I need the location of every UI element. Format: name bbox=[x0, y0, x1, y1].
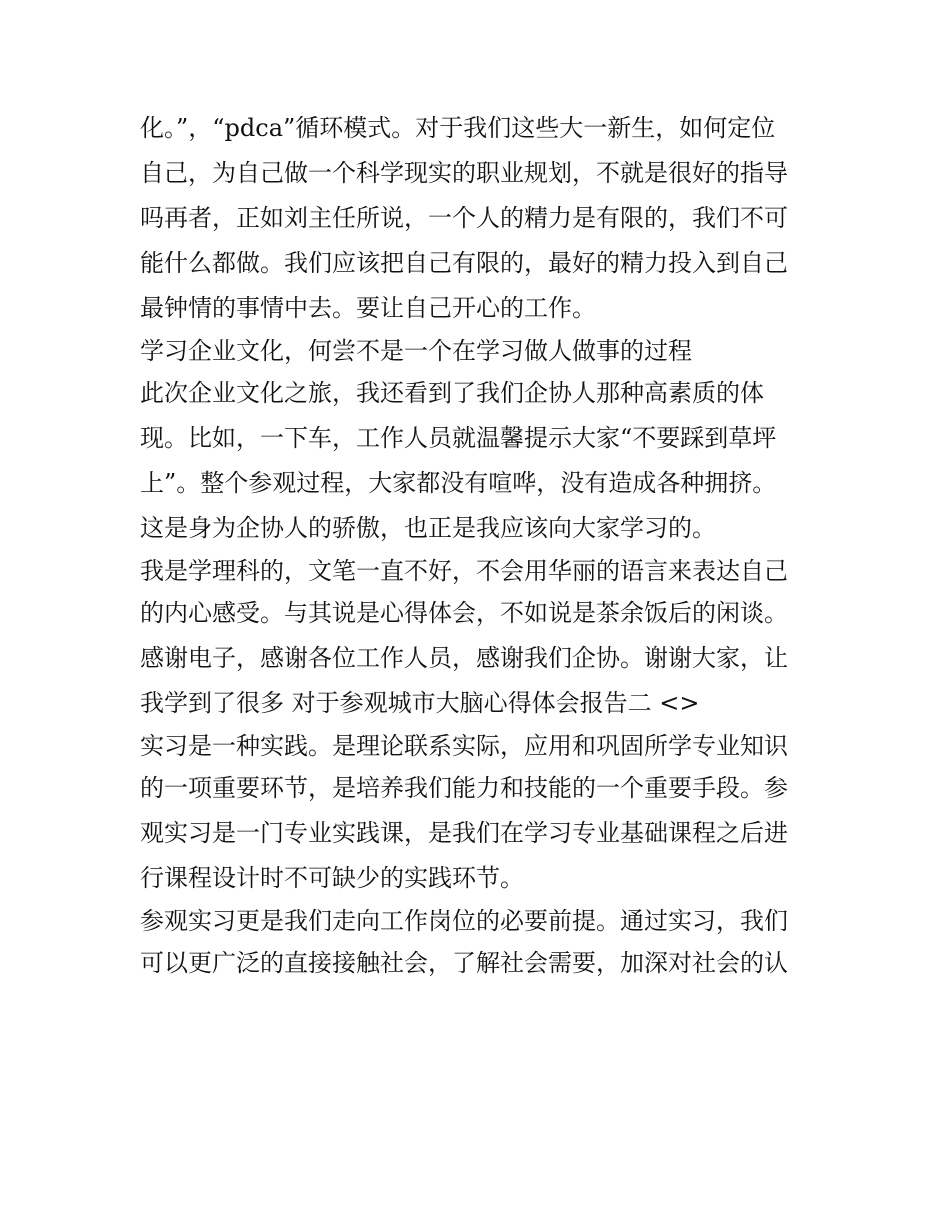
text-line: 学习企业文化，何尝不是一个在学习做人做事的过程 bbox=[140, 337, 692, 365]
text-line: 能什么都做。我们应该把自己有限的，最好的精力投入到自己 bbox=[140, 249, 788, 277]
text-line: 上”。整个参观过程，大家都没有喧哗，没有造成各种拥挤。 bbox=[140, 469, 777, 497]
text-line: 这是身为企协人的骄傲，也正是我应该向大家学习的。 bbox=[140, 514, 716, 542]
document-body bbox=[140, 106, 830, 986]
text-line: 的一项重要环节，是培养我们能力和技能的一个重要手段。参 bbox=[140, 774, 788, 802]
text-line: 可以更广泛的直接接触社会，了解社会需要，加深对社会的认 bbox=[140, 949, 788, 977]
text-line: 感谢电子，感谢各位工作人员，感谢我们企协。谢谢大家，让 bbox=[140, 644, 788, 672]
text-line: 最钟情的事情中去。要让自己开心的工作。 bbox=[140, 294, 596, 322]
text-line: 吗再者，正如刘主任所说，一个人的精力是有限的，我们不可 bbox=[140, 204, 788, 232]
text-line: 观实习是一门专业实践课，是我们在学习专业基础课程之后进 bbox=[140, 819, 788, 847]
text-line: 参观实习更是我们走向工作岗位的必要前提。通过实习，我们 bbox=[140, 907, 788, 935]
text-line: 自己，为自己做一个科学现实的职业规划，不就是很好的指导 bbox=[140, 159, 788, 187]
text-line: 行课程设计时不可缺少的实践环节。 bbox=[140, 864, 524, 892]
text-line: 实习是一种实践。是理论联系实际，应用和巩固所学专业知识 bbox=[140, 732, 788, 760]
text-line: 的内心感受。与其说是心得体会，不如说是茶余饭后的闲谈。 bbox=[140, 599, 788, 627]
text-line: 现。比如，一下车，工作人员就温馨提示大家“不要踩到草坪 bbox=[140, 424, 777, 452]
text-line: 化。”，“pdca”循环模式。对于我们这些大一新生，如何定位 bbox=[140, 114, 776, 142]
text-line: 我学到了很多 对于参观城市大脑心得体会报告二 <> bbox=[140, 689, 700, 717]
text-line: 我是学理科的，文笔一直不好，不会用华丽的语言来表达自己 bbox=[140, 557, 788, 585]
text-line: 此次企业文化之旅，我还看到了我们企协人那种高素质的体 bbox=[140, 379, 764, 407]
